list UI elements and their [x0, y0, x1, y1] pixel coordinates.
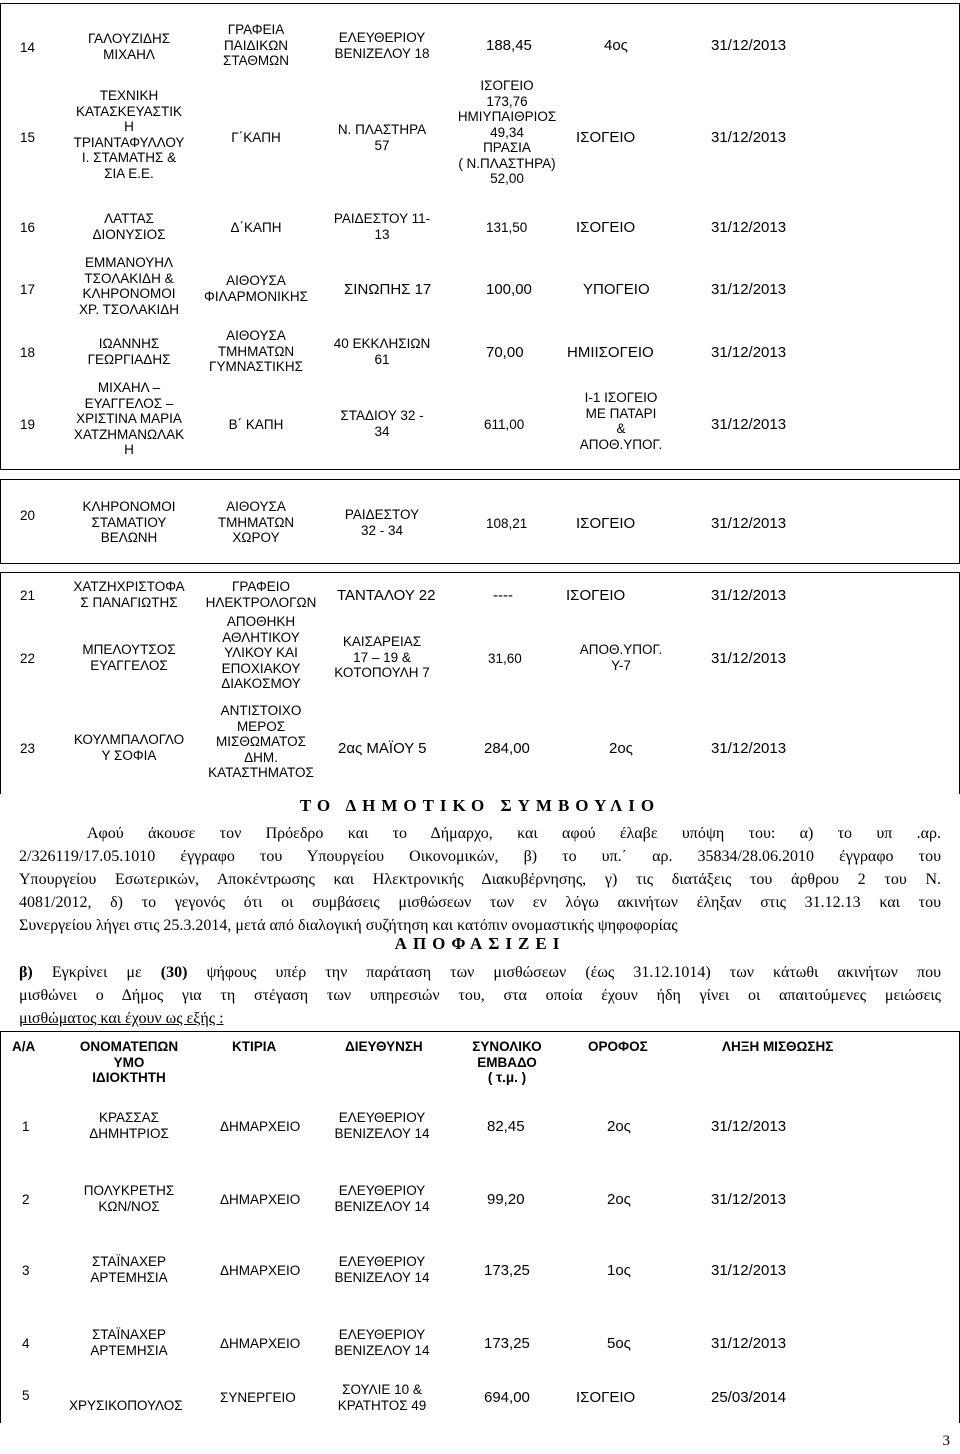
row-number: 17: [20, 282, 36, 297]
floor-cell: 4ος: [604, 37, 628, 54]
table-rule: [0, 479, 1, 563]
floor-cell: 1ος: [607, 1262, 631, 1279]
floor-cell: 5ος: [607, 1335, 631, 1352]
table-rule: [0, 479, 960, 480]
expiry-cell: 25/03/2014: [711, 1389, 787, 1406]
owner-cell: ΧΑΤΖΗΧΡΙΣΤΟΦΑ Σ ΠΑΝΑΓΙΩΤΗΣ: [73, 579, 185, 610]
address-cell: ΣΟΥΛΙΕ 10 & ΚΡΑΤΗΤΟΣ 49: [337, 1382, 427, 1413]
row-number: 2: [22, 1192, 30, 1207]
row-number: 5: [22, 1388, 30, 1403]
building-cell: ΑΝΤΙΣΤΟΙΧΟ ΜΕΡΟΣ ΜΙΣΘΩΜΑΤΟΣ ΔΗΜ. ΚΑΤΑΣΤΗΜΑΤΟΣ: [208, 703, 314, 780]
area-cell: 284,00: [484, 740, 530, 757]
area-cell: 31,60: [488, 651, 522, 666]
building-cell: ΓΡΑΦΕΙΑ ΠΑΙΔΙΚΩΝ ΣΤΑΘΜΩΝ: [223, 22, 289, 68]
header-building: ΚΤΙΡΙΑ: [232, 1039, 277, 1054]
row-number: 3: [22, 1263, 30, 1278]
table-rule: [0, 572, 960, 573]
owner-cell: ΚΛΗΡΟΝΟΜΟΙ ΣΤΑΜΑΤΙΟΥ ΒΕΛΩΝΗ: [82, 499, 176, 545]
owner-cell: ΚΡΑΣΣΑΣ ΔΗΜΗΤΡΙΟΣ: [89, 1110, 169, 1141]
address-cell: ΡΑΙΔΕΣΤΟΥ 11- 13: [333, 211, 431, 242]
row-number: 20: [20, 508, 36, 523]
owner-cell: ΣΤΑΪΝΑΧΕΡ ΑΡΤΕΜΗΣΙΑ: [90, 1327, 168, 1358]
address-cell: ΕΛΕΥΘΕΡΙΟΥ ΒΕΝΙΖΕΛΟΥ 18: [334, 30, 430, 61]
table-rule: [0, 563, 960, 564]
area-cell: 100,00: [486, 281, 532, 298]
address-cell: 2ας ΜΑΪΟΥ 5: [338, 740, 427, 757]
expiry-cell: 31/12/2013: [711, 129, 787, 146]
floor-cell: 2ος: [609, 740, 633, 757]
area-cell: ΙΣΟΓΕΙΟ 173,76 ΗΜΙΥΠΑΙΘΡΙΟΣ 49,34 ΠΡΑΣΙΑ ( Ν.ΠΛΑΣΤΗΡΑ) 52,00: [457, 78, 557, 186]
building-cell: ΑΠΟΘΗΚΗ ΑΘΛΗΤΙΚΟΥ ΥΛΙΚΟΥ ΚΑΙ ΕΠΟΧΙΑΚΟΥ ΔΙΑΚΟΣΜΟΥ: [221, 614, 301, 691]
floor-cell: ΑΠΟΘ.ΥΠΟΓ. Υ-7: [579, 642, 663, 673]
expiry-cell: 31/12/2013: [711, 1118, 787, 1135]
owner-cell: ΠΟΛΥΚΡΕΤΗΣ ΚΩΝ/ΝΟΣ: [83, 1183, 175, 1214]
address-cell: ΣΙΝΩΠΗΣ 17: [344, 281, 432, 298]
row-number: 23: [20, 741, 36, 756]
floor-cell: ΙΣΟΓΕΙΟ: [576, 1389, 636, 1406]
row-number: 16: [20, 220, 36, 235]
decision-heading: ΑΠΟΦΑΣΙΖΕΙ: [394, 934, 566, 953]
expiry-cell: 31/12/2013: [711, 587, 787, 604]
floor-cell: ΗΜΙΙΣΟΓΕΙΟ: [567, 344, 654, 361]
building-cell: Γ΄ΚΑΠΗ: [231, 130, 281, 145]
address-cell: ΡΑΙΔΕΣΤΟΥ 32 - 34: [344, 507, 420, 538]
decision-paragraph: β) Εγκρίνει με (30) ψήφους υπέρ την παράταση των μισθώσεων (έως 31.12.1014) των κάτωθι ακινήτων που μισθώνει ο Δήμος για τη στέγαση των υπηρεσιών του, στα οποία έχουν ήδη γίνει οι απαιτούμενες μειώσεις μισθώματος και έχουν ως εξής :: [19, 964, 942, 1027]
area-cell: 70,00: [486, 344, 524, 361]
address-cell: ΕΛΕΥΘΕΡΙΟΥ ΒΕΝΙΖΕΛΟΥ 14: [334, 1254, 430, 1285]
address-cell: ΚΑΙΣΑΡΕΙΑΣ 17 – 19 & ΚΟΤΟΠΟΥΛΗ 7: [334, 634, 430, 680]
area-cell: 188,45: [486, 37, 532, 54]
row-number: 15: [20, 130, 36, 145]
building-cell: ΑΙΘΟΥΣΑ ΤΜΗΜΑΤΩΝ ΓΥΜΝΑΣΤΙΚΗΣ: [209, 328, 303, 374]
address-cell: ΕΛΕΥΘΕΡΙΟΥ ΒΕΝΙΖΕΛΟΥ 14: [334, 1183, 430, 1214]
building-cell: ΔΗΜΑΡΧΕΙΟ: [220, 1336, 301, 1351]
owner-cell: ΤΕΧΝΙΚΗ ΚΑΤΑΣΚΕΥΑΣΤΙΚ Η ΤΡΙΑΝΤΑΦΥΛΛΟΥ Ι. ΣΤΑΜΑΤΗΣ & ΣΙΑ Ε.Ε.: [73, 88, 185, 181]
row-number: 19: [20, 417, 36, 432]
address-cell: ΣΤΑΔΙΟΥ 32 - 34: [340, 408, 424, 439]
expiry-cell: 31/12/2013: [711, 416, 787, 433]
row-number: 18: [20, 345, 36, 360]
table-rule: [0, 572, 1, 794]
council-paragraph: Αφού άκουσε τον Πρόεδρο και το Δήμαρχο, και αφού έλαβε υπόψη του: α) το υπ .αρ. 2/326119/17.05.1010 έγγραφο του Υπουργείου Οικονομικών, β) το υπ.΄ αρ. 35834/28.06.2010 έγγραφο του Υπουργείου Εσωτερικών, Αποκέντρωσης και Ηλεκτρονικής Διακυβέρνησης, γ) τις διατάξεις του άρθρου 2 του Ν. 4081/2012, δ) το γεγονός ότι οι συμβάσεις μισθώσεων των εν λόγω ακινήτων έληξαν στις 31.12.13 και του Συνεργείου λήγει στις 25.3.2014, μετά από διαλογική συζήτηση και κατόπιν ονομαστικής ψηφοφορίας: [19, 825, 941, 934]
floor-cell: 2ος: [607, 1191, 631, 1208]
owner-cell: ΙΩΑΝΝΗΣ ΓΕΩΡΓΙΑΔΗΣ: [87, 336, 171, 367]
expiry-cell: 31/12/2013: [711, 1191, 787, 1208]
area-cell: 694,00: [484, 1389, 530, 1406]
address-cell: 40 ΕΚΚΛΗΣΙΩΝ 61: [333, 336, 431, 367]
header-floor: ΟΡΟΦΟΣ: [588, 1039, 648, 1054]
council-heading: ΤΟ ΔΗΜΟΤΙΚΟ ΣΥΜΒΟΥΛΙΟ: [299, 796, 661, 815]
floor-cell: Ι-1 ΙΣΟΓΕΙΟ ΜΕ ΠΑΤΑΡΙ & ΑΠΟΘ.ΥΠΟΓ.: [579, 390, 663, 452]
page-number: 3: [942, 1433, 950, 1449]
table-rule: [0, 3, 1, 469]
header-area: ΣΥΝΟΛΙΚΟ ΕΜΒΑΔΟ ( τ.μ. ): [472, 1039, 542, 1085]
building-cell: ΔΗΜΑΡΧΕΙΟ: [220, 1263, 301, 1278]
area-cell: 131,50: [486, 220, 528, 235]
expiry-cell: 31/12/2013: [711, 515, 787, 532]
expiry-cell: 31/12/2013: [711, 650, 787, 667]
area-cell: 173,25: [484, 1335, 530, 1352]
table-rule: [0, 1031, 1, 1423]
building-cell: Δ΄ΚΑΠΗ: [230, 220, 282, 235]
floor-cell: 2ος: [607, 1118, 631, 1135]
building-cell: ΔΗΜΑΡΧΕΙΟ: [220, 1119, 301, 1134]
area-cell: ----: [493, 587, 513, 604]
area-cell: 82,45: [487, 1118, 525, 1135]
table-rule: [0, 1031, 960, 1032]
header-owner: ΟΝΟΜΑΤΕΠΩΝ ΥΜΟ ΙΔΙΟΚΤΗΤΗ: [79, 1039, 179, 1085]
expiry-cell: 31/12/2013: [711, 1262, 787, 1279]
address-cell: Ν. ΠΛΑΣΤΗΡΑ 57: [337, 122, 427, 153]
building-cell: Β΄ ΚΑΠΗ: [228, 417, 284, 432]
floor-cell: ΙΣΟΓΕΙΟ: [576, 129, 636, 146]
area-cell: 611,00: [484, 417, 525, 432]
address-cell: ΕΛΕΥΘΕΡΙΟΥ ΒΕΝΙΖΕΛΟΥ 14: [334, 1110, 430, 1141]
header-no: Α/Α: [12, 1039, 36, 1054]
header-expiry: ΛΗΞΗ ΜΙΣΘΩΣΗΣ: [722, 1039, 834, 1054]
table-rule: [0, 3, 960, 4]
building-cell: ΑΙΘΟΥΣΑ ΦΙΛΑΡΜΟΝΙΚΗΣ: [204, 273, 308, 304]
expiry-cell: 31/12/2013: [711, 219, 787, 236]
expiry-cell: 31/12/2013: [711, 344, 787, 361]
expiry-cell: 31/12/2013: [711, 37, 787, 54]
owner-cell: ΣΤΑΪΝΑΧΕΡ ΑΡΤΕΜΗΣΙΑ: [90, 1254, 168, 1285]
area-cell: 108,21: [486, 516, 528, 531]
owner-cell: ΜΠΕΛΟΥΤΣΟΣ ΕΥΑΓΓΕΛΟΣ: [82, 642, 176, 673]
row-number: 4: [22, 1336, 30, 1351]
building-cell: ΓΡΑΦΕΙΟ ΗΛΕΚΤΡΟΛΟΓΩΝ: [205, 579, 317, 610]
expiry-cell: 31/12/2013: [711, 281, 787, 298]
expiry-cell: 31/12/2013: [711, 1335, 787, 1352]
floor-cell: ΥΠΟΓΕΙΟ: [583, 281, 650, 298]
building-cell: ΣΥΝΕΡΓΕΙΟ: [220, 1390, 296, 1405]
row-number: 14: [20, 40, 36, 55]
floor-cell: ΙΣΟΓΕΙΟ: [566, 587, 626, 604]
address-cell: ΤΑΝΤΑΛΟΥ 22: [337, 587, 436, 604]
address-cell: ΕΛΕΥΘΕΡΙΟΥ ΒΕΝΙΖΕΛΟΥ 14: [334, 1327, 430, 1358]
owner-cell: ΓΑΛΟΥΖΙΔΗΣ ΜΙΧΑΗΛ: [87, 31, 171, 62]
building-cell: ΔΗΜΑΡΧΕΙΟ: [220, 1192, 301, 1207]
area-cell: 99,20: [487, 1191, 525, 1208]
header-address: ΔΙΕΥΘΥΝΣΗ: [345, 1039, 423, 1054]
area-cell: 173,25: [484, 1262, 530, 1279]
owner-cell: ΕΜΜΑΝΟΥΗΛ ΤΣΟΛΑΚΙΔΗ & ΚΛΗΡΟΝΟΜΟΙ ΧΡ. ΤΣΟΛΑΚΙΔΗ: [79, 255, 179, 317]
owner-cell: ΧΡΥΣΙΚΟΠΟΥΛΟΣ: [69, 1398, 183, 1413]
owner-cell: ΜΙΧΑΗΛ – ΕΥΑΓΓΕΛΟΣ – ΧΡΙΣΤΙΝΑ ΜΑΡΙΑ ΧΑΤΖΗΜΑΝΩΛΑΚ Η: [73, 380, 185, 457]
floor-cell: ΙΣΟΓΕΙΟ: [576, 515, 636, 532]
floor-cell: ΙΣΟΓΕΙΟ: [576, 219, 636, 236]
owner-cell: ΛΑΤΤΑΣ ΔΙΟΝΥΣΙΟΣ: [92, 211, 166, 242]
expiry-cell: 31/12/2013: [711, 740, 787, 757]
row-number: 22: [20, 651, 36, 666]
table-rule: [0, 469, 960, 470]
row-number: 1: [22, 1119, 30, 1134]
row-number: 21: [20, 588, 36, 603]
building-cell: ΑΙΘΟΥΣΑ ΤΜΗΜΑΤΩΝ ΧΩΡΟΥ: [217, 499, 295, 545]
owner-cell: ΚΟΥΛΜΠΑΛΟΓΛΟ Υ ΣΟΦΙΑ: [73, 732, 185, 763]
